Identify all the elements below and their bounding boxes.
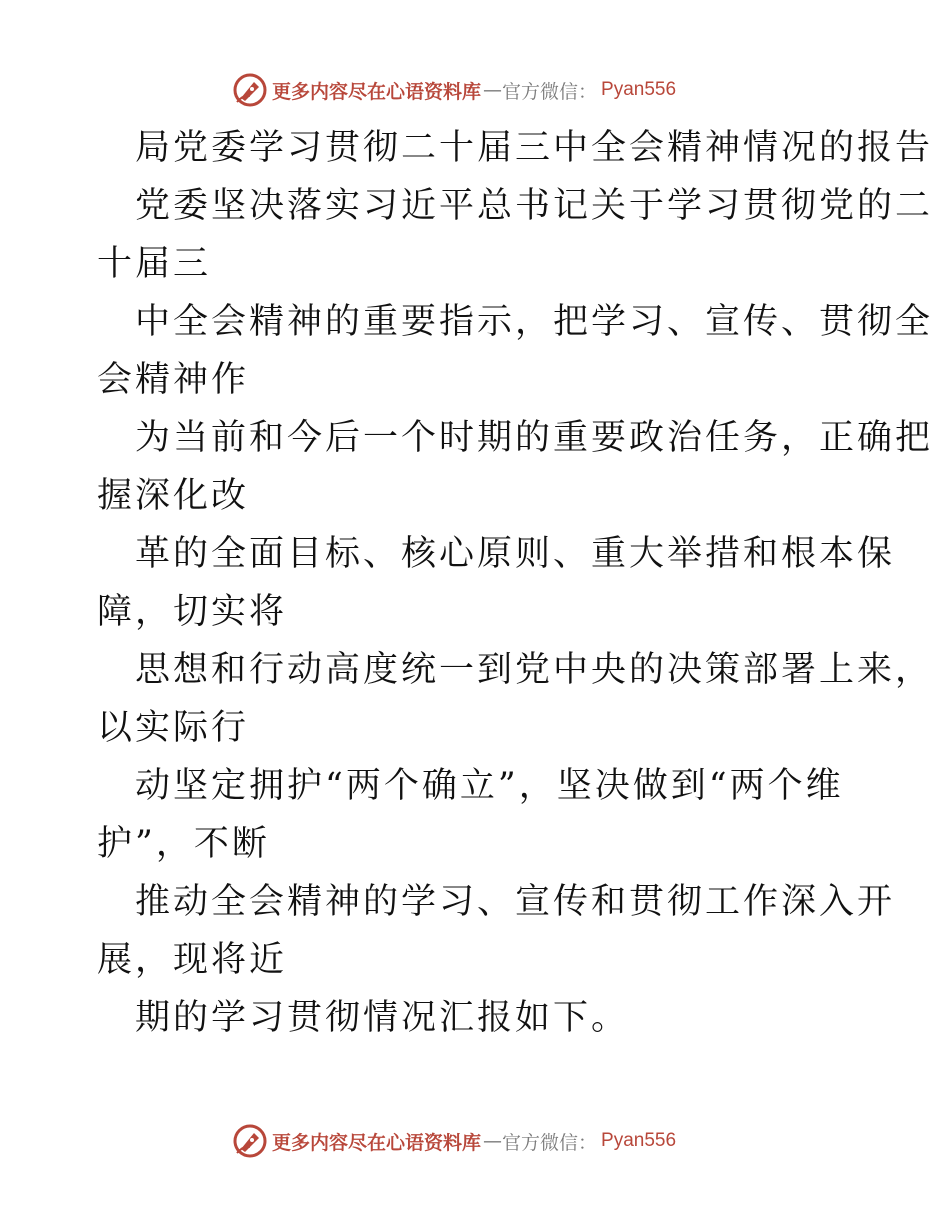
- watermark-wechat-id: Pyan556: [601, 1130, 677, 1151]
- paragraph-line: 握深化改: [97, 476, 250, 516]
- paragraph-line: 期的学习贯彻情况汇报如下。: [135, 998, 630, 1038]
- watermark-wechat-label: 官方微信：: [502, 1131, 598, 1154]
- watermark-wechat-label: 官方微信：: [502, 80, 598, 103]
- watermark-separator: —: [483, 1130, 503, 1152]
- paragraph-line: 推动全会精神的学习、宣传和贯彻工作深入开: [135, 882, 896, 922]
- paragraph-line: 思想和行动高度统一到党中央的决策部署上来，: [135, 650, 934, 690]
- watermark-brand: 更多内容尽在心语资料库: [272, 80, 482, 103]
- paragraph-line: 会精神作: [97, 360, 250, 400]
- watermark-wechat-id: Pyan556: [601, 79, 677, 100]
- paragraph-line: 障，切实将: [97, 592, 288, 632]
- pen-nib-logo-icon: [232, 1123, 268, 1159]
- paragraph-line: 中全会精神的重要指示，把学习、宣传、贯彻全: [135, 302, 934, 342]
- watermark-separator: —: [483, 79, 503, 101]
- paragraph-line: 展，现将近: [97, 940, 288, 980]
- paragraph-line: 党委坚决落实习近平总书记关于学习贯彻党的二: [135, 186, 934, 226]
- watermark-brand: 更多内容尽在心语资料库: [272, 1131, 482, 1154]
- paragraph-line: 为当前和今后一个时期的重要政治任务，正确把: [135, 418, 934, 458]
- header-watermark: [232, 70, 732, 110]
- document-title: 局党委学习贯彻二十届三中全会精神情况的报告: [135, 128, 934, 168]
- paragraph-line: 以实际行: [97, 708, 250, 748]
- paragraph-line: 革的全面目标、核心原则、重大举措和根本保: [135, 534, 896, 574]
- paragraph-line: 十届三: [97, 244, 212, 284]
- footer-watermark: [232, 1121, 732, 1161]
- paragraph-line: 护”，不断: [97, 824, 270, 864]
- paragraph-line: 动坚定拥护“两个确立”，坚决做到“两个维: [135, 766, 844, 806]
- pen-nib-logo-icon: [232, 72, 268, 108]
